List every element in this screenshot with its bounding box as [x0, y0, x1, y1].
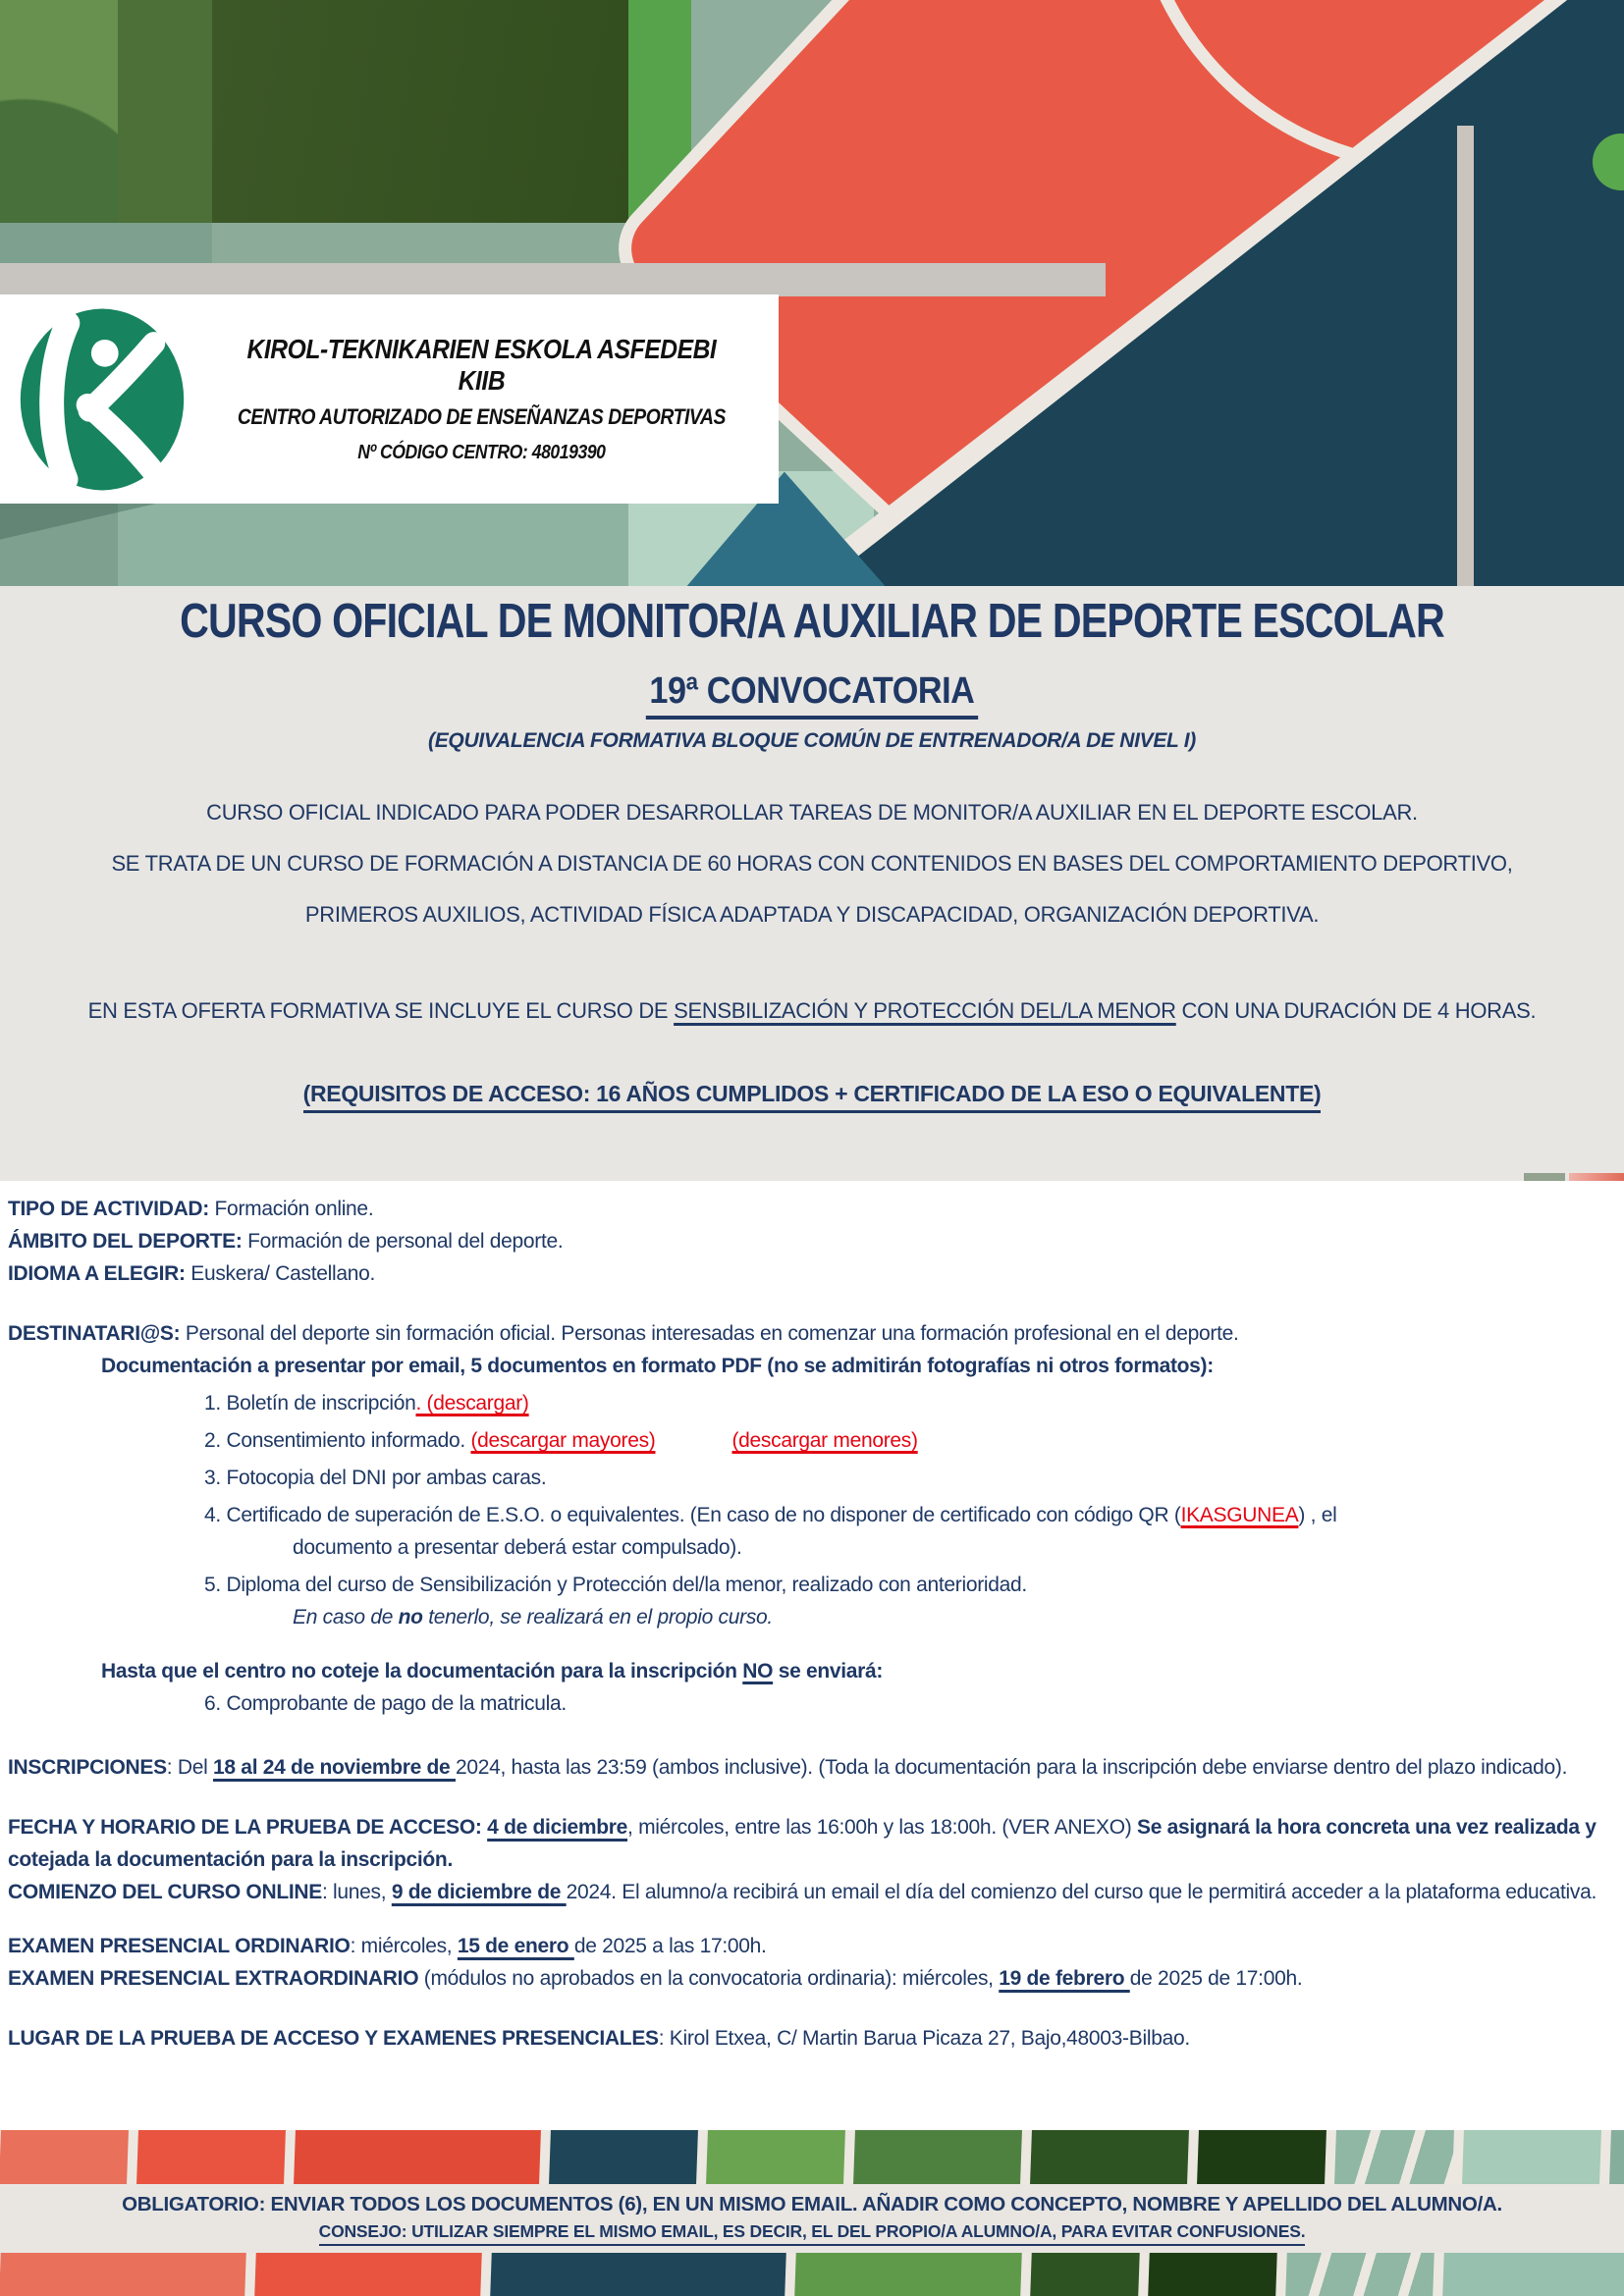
- examen-ord-rest: de 2025 a las 17:00h.: [573, 1935, 767, 1957]
- logo-subtitle: CENTRO AUTORIZADO DE ENSEÑANZAS DEPORTIVAS: [237, 404, 726, 429]
- decor-tile: [706, 2130, 845, 2184]
- decor-tile: [1148, 2253, 1277, 2296]
- decor-gray-band: [0, 263, 1106, 296]
- decor-tile: [0, 2253, 246, 2296]
- tipo-value: Formación online.: [209, 1198, 374, 1220]
- lugar-label: LUGAR DE LA PRUEBA DE ACCESO Y EXAMENES PRESENCIALES: [8, 2027, 659, 2050]
- decor-tile: [294, 2130, 541, 2184]
- hasta-post: se enviará:: [773, 1660, 884, 1682]
- note-bold: no: [398, 1606, 423, 1629]
- doc-item-4: [8, 1499, 1616, 1531]
- page-title: CURSO OFICIAL DE MONITOR/A AUXILIAR DE DEPORTE ESCOLAR: [180, 595, 1444, 648]
- decor-tile: [212, 0, 628, 223]
- inscripciones-line: [8, 1751, 1616, 1784]
- ikasgunea-link[interactable]: IKASGUNEA: [1180, 1504, 1299, 1526]
- note-pre: En caso de: [293, 1606, 399, 1629]
- decor-tile: [1030, 2253, 1140, 2296]
- logo-k-icon: [6, 303, 198, 496]
- decor-tile: [1285, 2253, 1435, 2296]
- destinatarios-label: DESTINATARI@S:: [8, 1322, 181, 1345]
- doc-item-1-text: 1. Boletín de inscripción: [204, 1392, 416, 1415]
- decor-vertical-stripe: [1457, 126, 1474, 586]
- inscripciones-mid: : Del: [166, 1756, 214, 1779]
- hero-section: [0, 586, 1624, 1181]
- footer-consejo: CONSEJO: UTILIZAR SIEMPRE EL MISMO EMAIL, ES DECIR, EL DEL PROPIO/A ALUMNO/A, PARA EVITAR CONFUSIONES.: [319, 2221, 1306, 2246]
- inscripciones-dates: 18 al 24 de noviembre de: [213, 1756, 456, 1779]
- hasta-pre: Hasta que el centro no coteje la documentación para la inscripción: [101, 1660, 743, 1682]
- course-details-section: [0, 1181, 1624, 2130]
- descargar-menores-link[interactable]: (descargar menores): [731, 1429, 918, 1452]
- equivalencia-subtitle: (EQUIVALENCIA FORMATIVA BLOQUE COMÚN DE ENTRENADOR/A DE NIVEL I): [428, 729, 1196, 752]
- idioma-line: [8, 1257, 1616, 1290]
- doc-item-2: [8, 1424, 1616, 1457]
- decor-sliver-green: [1524, 1173, 1565, 1181]
- oferta-pre: EN ESTA OFERTA FORMATIVA SE INCLUYE EL CURSO DE: [87, 998, 675, 1023]
- doc-item-6: 6. Comprobante de pago de la matricula.: [204, 1692, 567, 1715]
- fecha-date: 4 de diciembre: [487, 1816, 628, 1839]
- destinatarios-line: [8, 1317, 1616, 1350]
- doc-item-2-text: 2. Consentimiento informado.: [204, 1429, 471, 1452]
- decor-tile: [1334, 2130, 1454, 2184]
- oferta-paragraph: [0, 998, 1624, 1024]
- descargar-mayores-link[interactable]: (descargar mayores): [470, 1429, 656, 1452]
- examen-ord-date: 15 de enero: [457, 1935, 574, 1957]
- bottom-collage: [0, 2130, 1624, 2296]
- decor-tile: [1030, 2130, 1189, 2184]
- doc-item-4-continued: documento a presentar deberá estar compulsado).: [293, 1536, 742, 1559]
- examen-ext-label: EXAMEN PRESENCIAL EXTRAORDINARIO: [8, 1967, 419, 1990]
- decor-tile: [853, 2130, 1022, 2184]
- doc-item-3: 3. Fotocopia del DNI por ambas caras.: [204, 1467, 547, 1489]
- examen-ord-label: EXAMEN PRESENCIAL ORDINARIO: [8, 1935, 351, 1957]
- decor-tile: [1462, 2130, 1601, 2184]
- decor-tile: [1609, 2130, 1624, 2184]
- comienzo-rest: 2024. El alumno/a recibirá un email el día del comienzo del curso que le permitirá acceder a la plataforma educativa.: [566, 1881, 1597, 1903]
- bottom-tile-row-bottom: [0, 2253, 1624, 2296]
- note-post: tenerlo, se realizará en el propio curso.: [422, 1606, 773, 1629]
- idioma-label: IDIOMA A ELEGIR:: [8, 1262, 186, 1285]
- decor-tile: [1442, 2253, 1624, 2296]
- fecha-bold: Se asignará la hora concreta una vez realizada y cotejada la documentación para la inscripción.: [8, 1816, 1597, 1871]
- descargar-link[interactable]: . (descargar): [415, 1392, 529, 1415]
- ambito-label: ÁMBITO DEL DEPORTE:: [8, 1230, 243, 1253]
- decor-tile: [136, 2130, 286, 2184]
- inscripciones-label: INSCRIPCIONES: [8, 1756, 167, 1779]
- hero-paragraph-2: SE TRATA DE UN CURSO DE FORMACIÓN A DISTANCIA DE 60 HORAS CON CONTENIDOS EN BASES DEL COMPORTAMIENTO DEPORTIVO,: [111, 851, 1513, 876]
- comienzo-label: COMIENZO DEL CURSO ONLINE: [8, 1881, 322, 1903]
- examen-extraordinario-line: [8, 1962, 1616, 1995]
- decor-tile: [794, 2253, 1022, 2296]
- decor-tile: [549, 2130, 698, 2184]
- fecha-prueba-line: [8, 1811, 1616, 1876]
- logo-box: [0, 294, 779, 504]
- decor-tile: [0, 0, 118, 223]
- decor-tile: [1197, 2130, 1326, 2184]
- comienzo-line: [8, 1876, 1616, 1908]
- fecha-label: FECHA Y HORARIO DE LA PRUEBA DE ACCESO:: [8, 1816, 488, 1839]
- decor-tile: [490, 2253, 786, 2296]
- lugar-line: [8, 2022, 1616, 2055]
- examen-ext-mid: (módulos no aprobados en la convocatoria ordinaria): miércoles,: [418, 1967, 1000, 1990]
- idioma-value: Euskera/ Castellano.: [185, 1262, 376, 1285]
- doc-item-5-note: [8, 1601, 1616, 1633]
- doc-item-5: 5. Diploma del curso de Sensibilización y Protección del/la menor, realizado con anterioridad.: [204, 1574, 1027, 1596]
- tipo-actividad-line: [8, 1193, 1616, 1225]
- lugar-rest: : Kirol Etxea, C/ Martin Barua Picaza 27, Bajo,48003-Bilbao.: [658, 2027, 1190, 2050]
- doc-item-1: [8, 1387, 1616, 1419]
- comienzo-mid: : lunes,: [321, 1881, 392, 1903]
- ambito-value: Formación de personal del deporte.: [242, 1230, 564, 1253]
- requisitos-heading: (REQUISITOS DE ACCESO: 16 AÑOS CUMPLIDOS + CERTIFICADO DE LA ESO O EQUIVALENTE): [303, 1081, 1322, 1113]
- ambito-line: [8, 1225, 1616, 1257]
- documentacion-line: [8, 1350, 1616, 1382]
- examen-ord-mid: : miércoles,: [350, 1935, 458, 1957]
- doc-item-4-post: ) , el: [1298, 1504, 1337, 1526]
- hero-paragraph-3: PRIMEROS AUXILIOS, ACTIVIDAD FÍSICA ADAPTADA Y DISCAPACIDAD, ORGANIZACIÓN DEPORTIVA.: [304, 902, 1320, 927]
- tipo-label: TIPO DE ACTIVIDAD:: [8, 1198, 209, 1220]
- inscripciones-rest: 2024, hasta las 23:59 (ambos inclusive). (Toda la documentación para la inscripción debe enviarse dentro del plazo indicado).: [455, 1756, 1568, 1779]
- decor-tile: [0, 2130, 129, 2184]
- logo-text-block: [226, 334, 736, 464]
- documentacion-label: Documentación a presentar por email, 5 documentos en formato PDF (no se admitirán fotografías ni otros formatos):: [101, 1355, 1214, 1377]
- logo-center-code: Nº CÓDIGO CENTRO: 48019390: [357, 442, 606, 463]
- examen-ext-rest: de 2025 de 17:00h.: [1129, 1967, 1303, 1990]
- oferta-post: CON UNA DURACIÓN DE 4 HORAS.: [1175, 998, 1537, 1023]
- hasta-line: [8, 1655, 1616, 1687]
- convocatoria-heading: 19ª CONVOCATORIA: [646, 670, 978, 720]
- bottom-tile-row-top: [0, 2130, 1624, 2184]
- footer-obligatorio: OBLIGATORIO: ENVIAR TODOS LOS DOCUMENTOS (6), EN UN MISMO EMAIL. AÑADIR COMO CONCEPTO, NOMBRE Y APELLIDO DEL ALUMNO/A.: [122, 2193, 1502, 2216]
- footer-band: [0, 2184, 1624, 2253]
- destinatarios-value: Personal del deporte sin formación oficial. Personas interesadas en comenzar una formación profesional en el deporte.: [180, 1322, 1239, 1345]
- hasta-no: NO: [742, 1660, 774, 1682]
- comienzo-date: 9 de diciembre de: [391, 1881, 567, 1903]
- logo-school-name: KIROL-TEKNIKARIEN ESKOLA ASFEDEBI KIIB: [246, 334, 717, 396]
- decor-sliver-pink: [1569, 1173, 1624, 1181]
- examen-ordinario-line: [8, 1930, 1616, 1962]
- doc-item-4-text: 4. Certificado de superación de E.S.O. o equivalentes. (En caso de no disponer de certificado con código QR (: [204, 1504, 1181, 1526]
- hero-paragraph-1: CURSO OFICIAL INDICADO PARA PODER DESARROLLAR TAREAS DE MONITOR/A AUXILIAR EN EL DEPORTE ESCOLAR.: [206, 800, 1418, 825]
- fecha-mid: , miércoles, entre las 16:00h y las 18:00h. (VER ANEXO): [627, 1816, 1137, 1839]
- decor-tile: [118, 0, 212, 223]
- examen-ext-date: 19 de febrero: [999, 1967, 1130, 1990]
- oferta-underlined: SENSBILIZACIÓN Y PROTECCIÓN DEL/LA MENOR: [674, 998, 1176, 1023]
- decor-tile: [254, 2253, 482, 2296]
